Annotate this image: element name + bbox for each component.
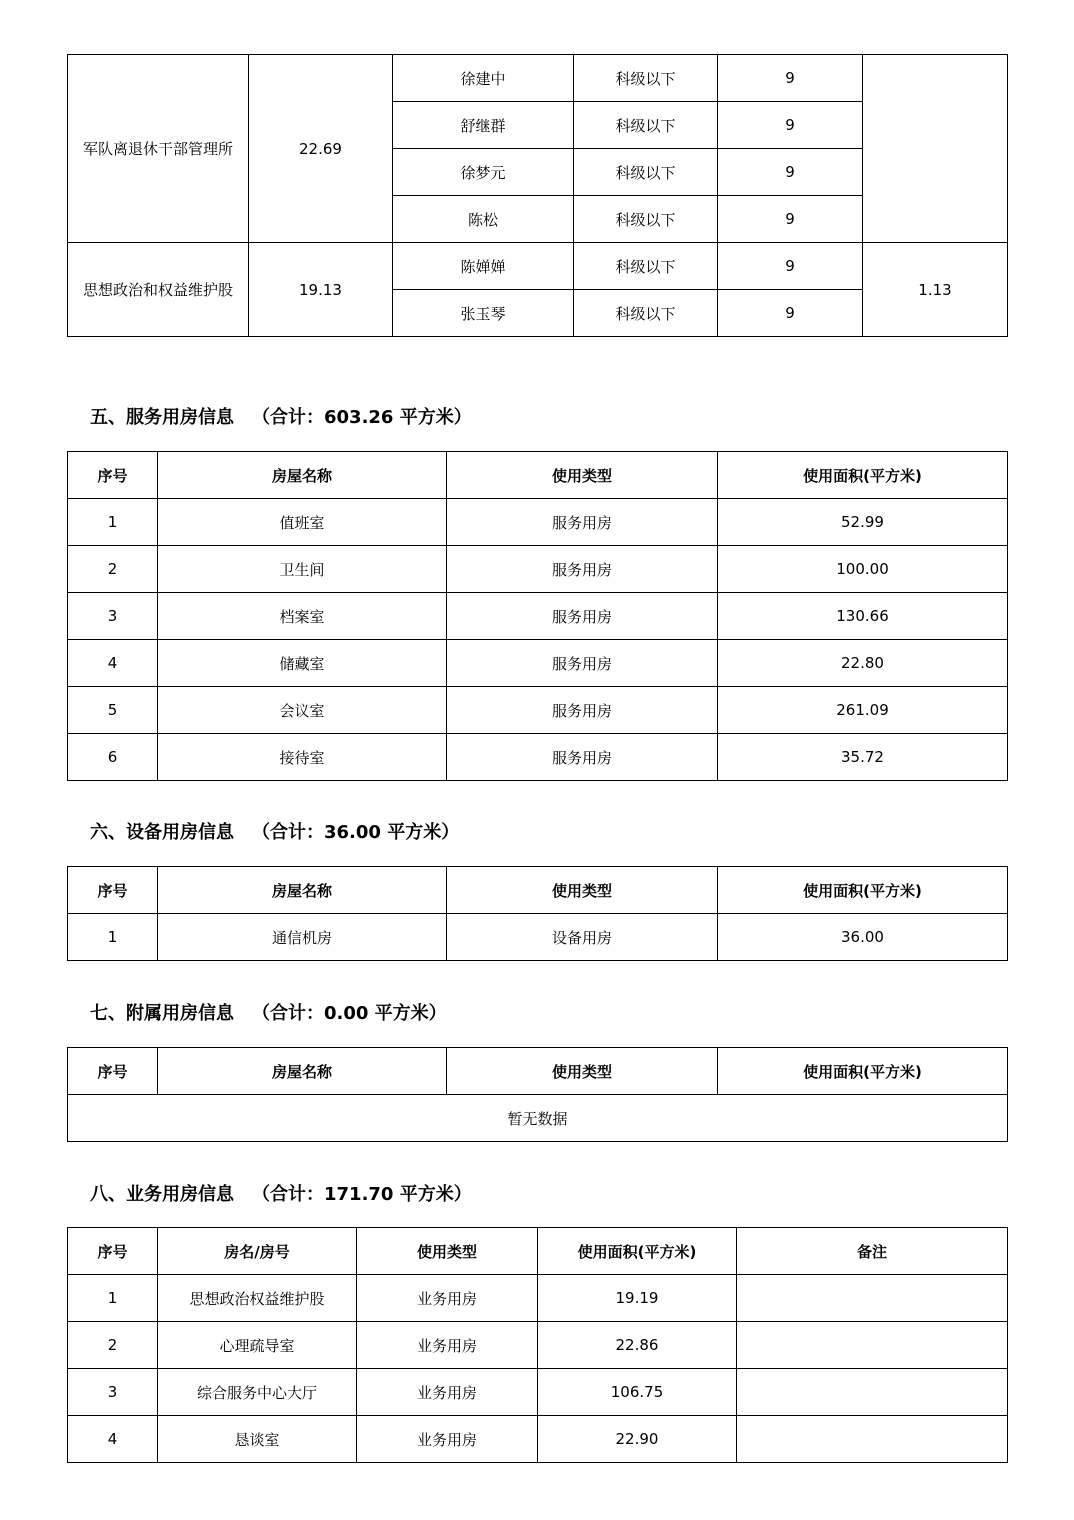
- cell: 22.80: [718, 640, 1008, 687]
- cell: 106.75: [538, 1369, 737, 1416]
- person-standard: 9: [718, 243, 863, 290]
- cell: 接待室: [158, 734, 447, 781]
- column-header: 序号: [68, 1048, 158, 1095]
- column-header: 使用面积(平方米): [718, 452, 1008, 499]
- cell: 100.00: [718, 546, 1008, 593]
- cell: 业务用房: [357, 1322, 538, 1369]
- column-header: 备注: [737, 1228, 1008, 1275]
- table-row: [68, 499, 1008, 546]
- cell: 业务用房: [357, 1369, 538, 1416]
- cell: 会议室: [158, 687, 447, 734]
- table-row: [68, 55, 1008, 102]
- cell: 设备用房: [447, 914, 718, 961]
- table-header-row: [68, 1048, 1008, 1095]
- cell: [737, 1369, 1008, 1416]
- cell: [737, 1416, 1008, 1463]
- cell: 36.00: [718, 914, 1008, 961]
- auxiliary-room-table: [67, 1047, 1008, 1142]
- empty-state: 暂无数据: [68, 1095, 1008, 1142]
- group-extra: [863, 55, 1008, 243]
- person-standard: 9: [718, 149, 863, 196]
- cell: 服务用房: [447, 734, 718, 781]
- table-header-row: [68, 452, 1008, 499]
- cell: 22.90: [538, 1416, 737, 1463]
- cell: 2: [68, 546, 158, 593]
- table-row: [68, 687, 1008, 734]
- section-sum: （合计：0.00 平方米）: [252, 1003, 447, 1024]
- column-header: 使用类型: [447, 1048, 718, 1095]
- cell: 6: [68, 734, 158, 781]
- cell: 储藏室: [158, 640, 447, 687]
- table-row: [68, 1095, 1008, 1142]
- cell: 5: [68, 687, 158, 734]
- cell: 22.86: [538, 1322, 737, 1369]
- cell: 35.72: [718, 734, 1008, 781]
- cell: 2: [68, 1322, 158, 1369]
- cell: 值班室: [158, 499, 447, 546]
- cell: 业务用房: [357, 1275, 538, 1322]
- table-row: [68, 1275, 1008, 1322]
- equipment-room-table: [67, 866, 1008, 961]
- table-row: [68, 640, 1008, 687]
- person-standard: 9: [718, 290, 863, 337]
- cell: 档案室: [158, 593, 447, 640]
- person-level: 科级以下: [574, 196, 718, 243]
- table-row: [68, 734, 1008, 781]
- dept-name: 思想政治和权益维护股: [68, 243, 249, 337]
- person-name: 徐梦元: [393, 149, 574, 196]
- group-extra: 1.13: [863, 243, 1008, 337]
- business-room-table: [67, 1227, 1008, 1463]
- person-name: 张玉琴: [393, 290, 574, 337]
- column-header: 序号: [68, 1228, 158, 1275]
- person-name: 徐建中: [393, 55, 574, 102]
- table-row: [68, 593, 1008, 640]
- table-row: [68, 1322, 1008, 1369]
- table-row: [68, 914, 1008, 961]
- column-header: 房屋名称: [158, 867, 447, 914]
- section-title: [90, 818, 459, 844]
- person-standard: 9: [718, 102, 863, 149]
- person-level: 科级以下: [574, 102, 718, 149]
- column-header: 序号: [68, 452, 158, 499]
- section-title-text: 六、设备用房信息: [90, 822, 234, 843]
- column-header: 使用面积(平方米): [718, 1048, 1008, 1095]
- person-name: 陈松: [393, 196, 574, 243]
- cell: 19.19: [538, 1275, 737, 1322]
- cell: 恳谈室: [158, 1416, 357, 1463]
- cell: 1: [68, 499, 158, 546]
- section-title-text: 七、附属用房信息: [90, 1003, 234, 1024]
- cell: 4: [68, 640, 158, 687]
- dept-area: 22.69: [249, 55, 393, 243]
- service-room-table: [67, 451, 1008, 781]
- person-name: 舒继群: [393, 102, 574, 149]
- dept-name: 军队离退休干部管理所: [68, 55, 249, 243]
- person-level: 科级以下: [574, 149, 718, 196]
- section-title-text: 八、业务用房信息: [90, 1184, 234, 1205]
- staff-office-table: [67, 54, 1008, 337]
- cell: 心理疏导室: [158, 1322, 357, 1369]
- cell: 服务用房: [447, 499, 718, 546]
- cell: 1: [68, 914, 158, 961]
- cell: 服务用房: [447, 640, 718, 687]
- column-header: 房屋名称: [158, 1048, 447, 1095]
- cell: [737, 1322, 1008, 1369]
- section-title: [90, 403, 472, 429]
- column-header: 使用面积(平方米): [538, 1228, 737, 1275]
- person-name: 陈婵婵: [393, 243, 574, 290]
- column-header: 使用类型: [447, 867, 718, 914]
- person-level: 科级以下: [574, 55, 718, 102]
- person-level: 科级以下: [574, 290, 718, 337]
- cell: 服务用房: [447, 593, 718, 640]
- cell: 通信机房: [158, 914, 447, 961]
- section-title-text: 五、服务用房信息: [90, 407, 234, 428]
- section-sum: （合计：36.00 平方米）: [252, 822, 460, 843]
- cell: 261.09: [718, 687, 1008, 734]
- column-header: 房屋名称: [158, 452, 447, 499]
- table-header-row: [68, 1228, 1008, 1275]
- column-header: 序号: [68, 867, 158, 914]
- dept-area: 19.13: [249, 243, 393, 337]
- cell: 130.66: [718, 593, 1008, 640]
- cell: 综合服务中心大厅: [158, 1369, 357, 1416]
- cell: 业务用房: [357, 1416, 538, 1463]
- person-standard: 9: [718, 55, 863, 102]
- person-standard: 9: [718, 196, 863, 243]
- section-sum: （合计：603.26 平方米）: [252, 407, 472, 428]
- person-level: 科级以下: [574, 243, 718, 290]
- cell: 服务用房: [447, 687, 718, 734]
- cell: [737, 1275, 1008, 1322]
- table-row: [68, 1369, 1008, 1416]
- cell: 52.99: [718, 499, 1008, 546]
- table-row: [68, 1416, 1008, 1463]
- cell: 3: [68, 1369, 158, 1416]
- column-header: 房名/房号: [158, 1228, 357, 1275]
- table-row: [68, 546, 1008, 593]
- cell: 4: [68, 1416, 158, 1463]
- section-sum: （合计：171.70 平方米）: [252, 1184, 472, 1205]
- table-row: [68, 243, 1008, 290]
- column-header: 使用类型: [357, 1228, 538, 1275]
- cell: 思想政治权益维护股: [158, 1275, 357, 1322]
- cell: 服务用房: [447, 546, 718, 593]
- cell: 3: [68, 593, 158, 640]
- column-header: 使用类型: [447, 452, 718, 499]
- section-title: [90, 999, 447, 1025]
- table-header-row: [68, 867, 1008, 914]
- cell: 1: [68, 1275, 158, 1322]
- cell: 卫生间: [158, 546, 447, 593]
- column-header: 使用面积(平方米): [718, 867, 1008, 914]
- section-title: [90, 1180, 472, 1206]
